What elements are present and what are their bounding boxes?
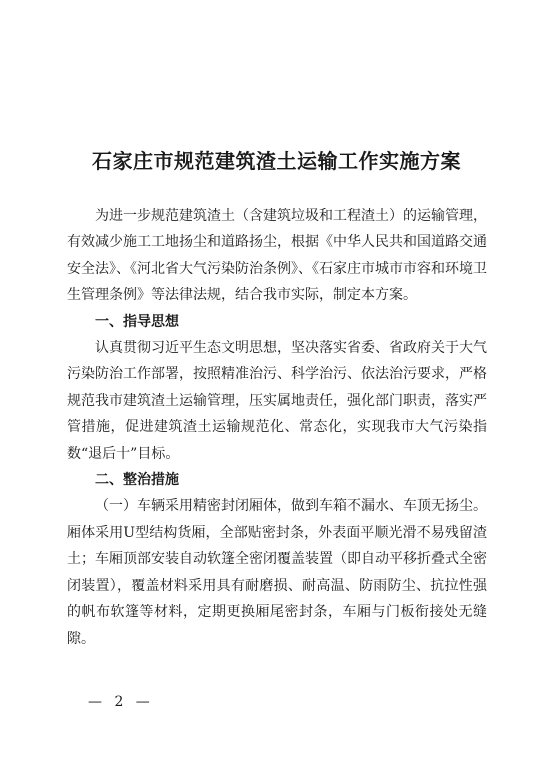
section-heading-guiding-ideology: 一、指导思想 xyxy=(95,313,179,330)
measure-item-1-paragraph: （一）车辆采用精密封闭厢体，做到车箱不漏水、车顶无扬尘。厢体采用U型结构货厢，全部贴密封条，外表面平顺光滑不易残留渣土；车厢顶部安装自动软篷全密闭覆盖装置（即自动平移折叠式全密闭装置），覆盖材料采用具有耐磨损、耐高温、防雨防尘、抗拉性强的帆布软篷等材料，定期更换厢尾密封条，车厢与门板衔接处无缝隙。 xyxy=(67,498,487,647)
section-heading-measures: 二、整治措施 xyxy=(95,472,179,489)
document-body xyxy=(67,203,487,652)
intro-paragraph: 为进一步规范建筑渣土（含建筑垃圾和工程渣土）的运输管理，有效减少施工工地扬尘和道路扬尘，根据《中华人民共和国道路交通安全法》、《河北省大气污染防治条例》、《石家庄市城市市容和环境卫生管理条例》等法律法规，结合我市实际，制定本方案。 xyxy=(67,208,487,304)
guiding-ideology-paragraph: 认真贯彻习近平生态文明思想，坚决落实省委、省政府关于大气污染防治工作部署，按照精准治污、科学治污、依法治污要求，严格规范我市建筑渣土运输管理，压实属地责任，强化部门职责，落实严管措施，促进建筑渣土运输规范化、常态化，实现我市大气污染指数“退后十”目标。 xyxy=(67,340,487,462)
page-number: — 2 — xyxy=(88,694,154,710)
document-title: 石家庄市规范建筑渣土运输工作实施方案 xyxy=(92,149,461,173)
